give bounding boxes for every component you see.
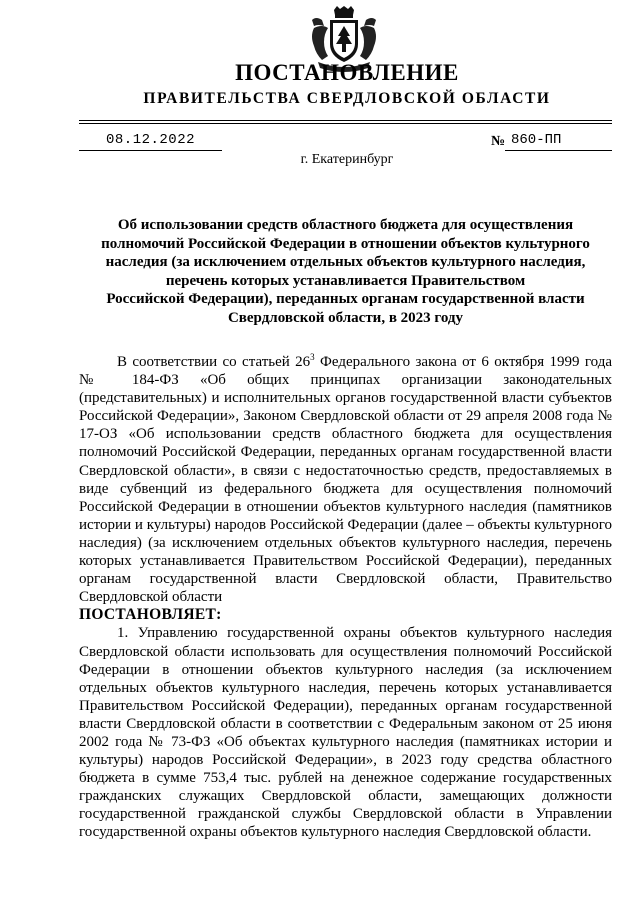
heading-line: перечень которых устанавливается Правительством — [165, 272, 526, 289]
document-date: 08.12.2022 — [79, 132, 222, 151]
heading-line: наследия (за исключением отдельных объектов культурного наследия, — [105, 254, 586, 271]
document-number: 860-ПП — [505, 132, 612, 151]
heading-line: полномочий Российской Федерации в отношении объектов культурного — [101, 235, 590, 252]
heading-line: Об использовании средств областного бюджета для осуществления — [117, 217, 574, 233]
document-body — [79, 353, 612, 842]
preamble-paragraph — [79, 353, 612, 606]
number-sign: № — [491, 134, 506, 149]
heading-line: Свердловской области, в 2023 году — [227, 309, 464, 326]
preamble-text-start: В соответствии со статьей 26 — [117, 354, 311, 370]
article-superscript: 3 — [310, 352, 315, 362]
document-city: г. Екатеринбург — [300, 152, 394, 167]
document-heading — [79, 216, 612, 328]
header-divider-thin — [79, 123, 612, 124]
header-divider-thick — [79, 120, 612, 121]
document-type-title: ПОСТАНОВЛЕНИЕ — [235, 60, 459, 85]
heading-line: Российской Федерации), переданных органам государственной власти — [106, 291, 585, 308]
issuing-authority: ПРАВИТЕЛЬСТВА СВЕРДЛОВСКОЙ ОБЛАСТИ — [143, 90, 551, 107]
resolves-heading: ПОСТАНОВЛЯЕТ: — [79, 606, 222, 624]
preamble-text-rest: Федерального закона от 6 октября 1999 года № 184-ФЗ «Об общих принципах организации законодательных (представительных) и исполнительных органов государственной власти субъектов Российской Федерации», Законом Свердловской области от 29 апреля 2008 года № 17-ОЗ «Об использовании средств областного бюджета для осуществления полномочий Российской Федерации, переданных органам государственной власти Свердловской области», в связи с недостаточностью средств, предоставляемых в виде субвенций из федерального бюджета для осуществления полномочий Российской Федерации в отношении объектов культурного наследия (памятников истории и культуры) народов Российской Федерации (далее – объекты культурного наследия) (за исключением отдельных объектов культурного наследия, перечень которых устанавливается Правительством Российской Федерации), переданных органам государственной власти Свердловской области, Правительство Свердловской области — [79, 354, 612, 606]
clause-1-paragraph: 1. Управлению государственной охраны объектов культурного наследия Свердловской области использовать для осуществления полномочий Российской Федерации в отношении объектов культурного наследия (за исключением отдельных объектов культурного наследия, перечень которых устанавливается Правительством Российской Федерации), переданных органам государственной власти Свердловской области в соответствии с Федеральным законом от 25 июня 2002 года № 73-ФЗ «Об объектах культурного наследия (памятниках истории и культуры) народов Российской Федерации», в 2023 году средства областного бюджета в сумме 753,4 тыс. рублей на денежное содержание государственных гражданских служащих Свердловской области, замещающих должности государственной гражданской службы Свердловской области в Управлении государственной охраны объектов культурного наследия Свердловской области. — [79, 625, 612, 841]
